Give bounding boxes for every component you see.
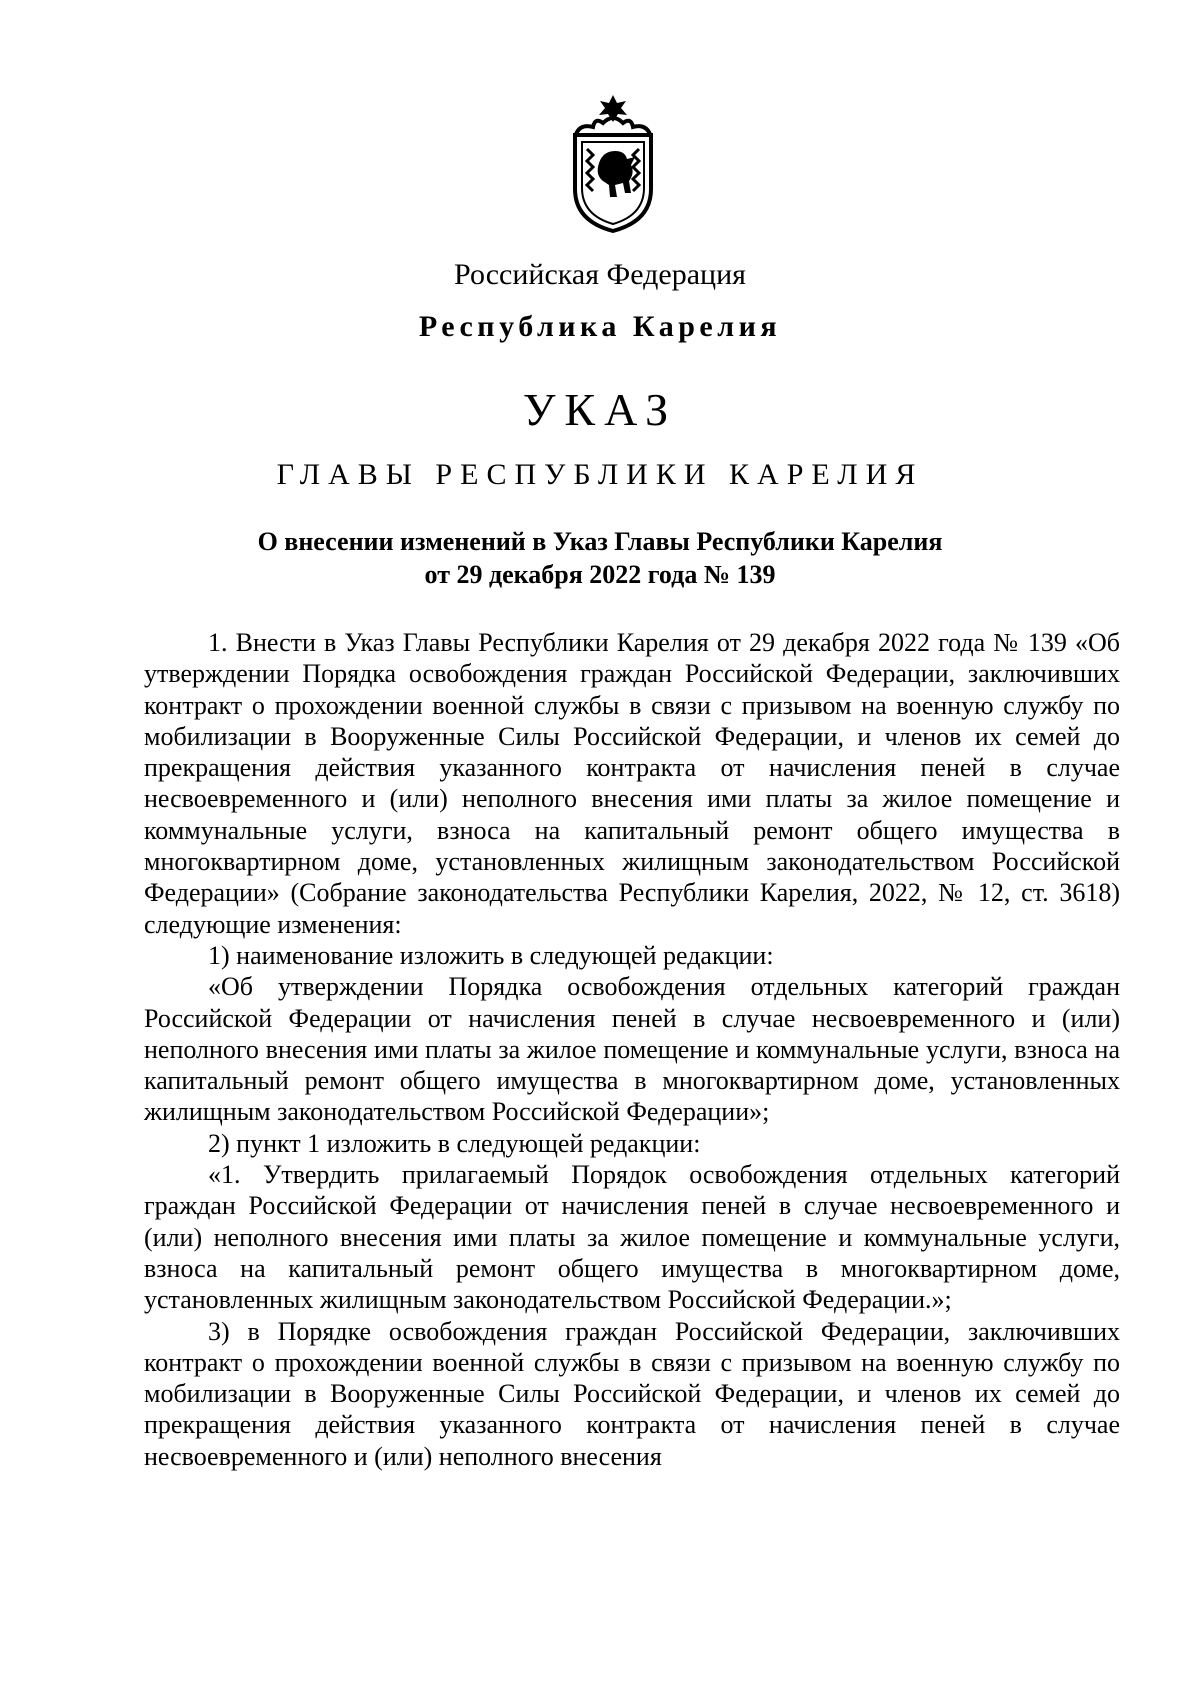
paragraph-2: 1) наименование изложить в следующей редакции:	[208, 940, 774, 970]
title-line-1: О внесении изменений в Указ Главы Республики Карелия	[257, 527, 943, 556]
paragraph-5: «1. Утвердить прилагаемый Порядок освобождения отдельных категорий граждан Российской Федерации от начисления пеней в случае несвоевременного и (или) неполного внесения ими платы за жилое помещение и коммунальные услуги, взноса на капитальный ремонт общего имущества в многоквартирном доме, установленных жилищным законодательством Российской Федерации.»;	[144, 1160, 1120, 1315]
document-type: УКАЗ	[522, 384, 678, 435]
paragraph-1: 1. Внести в Указ Главы Республики Карелия от 29 декабря 2022 года № 139 «Об утверждении Порядка освобождения граждан Российской Федерации, заключивших контракт о прохождении военной службы в связи с призывом на военную службу по мобилизации в Вооруженные Силы Российской Федерации, и членов их семей до прекращения действия указанного контракта от начисления пеней в случае несвоевременного и (или) неполного внесения ими платы за жилое помещение и коммунальные услуги, взноса на капитальный ремонт общего имущества в многоквартирном доме, установленных жилищным законодательством Российской Федерации» (Собрание законодательства Республики Карелия, 2022, № 12, ст. 3618) следующие изменения:	[144, 628, 1120, 939]
issuer: ГЛАВЫ РЕСПУБЛИКИ КАРЕЛИЯ	[276, 458, 924, 491]
paragraph-3: «Об утверждении Порядка освобождения отдельных категорий граждан Российской Федерации от начисления пеней в случае несвоевременного и (или) неполного внесения ими платы за жилое помещение и коммунальные услуги, взноса на капитальный ремонт общего имущества в многоквартирном доме, установленных жилищным законодательством Российской Федерации»;	[144, 972, 1120, 1127]
country-name: Российская Федерация	[454, 258, 746, 291]
document-title	[0, 525, 1200, 591]
paragraph-4: 2) пункт 1 изложить в следующей редакции:	[208, 1128, 701, 1158]
title-line-2: от 29 декабря 2022 года № 139	[424, 560, 776, 589]
karelia-coat-of-arms-icon	[565, 93, 661, 233]
document-body	[144, 627, 1120, 1472]
paragraph-6: 3) в Порядке освобождения граждан Российской Федерации, заключивших контракт о прохождении военной службы в связи с призывом на военную службу по мобилизации в Вооруженные Силы Российской Федерации, и членов их семей до прекращения действия указанного контракта от начисления пеней в случае несвоевременного и (или) неполного внесения	[144, 1316, 1120, 1471]
republic-name: Республика Карелия	[418, 310, 782, 343]
